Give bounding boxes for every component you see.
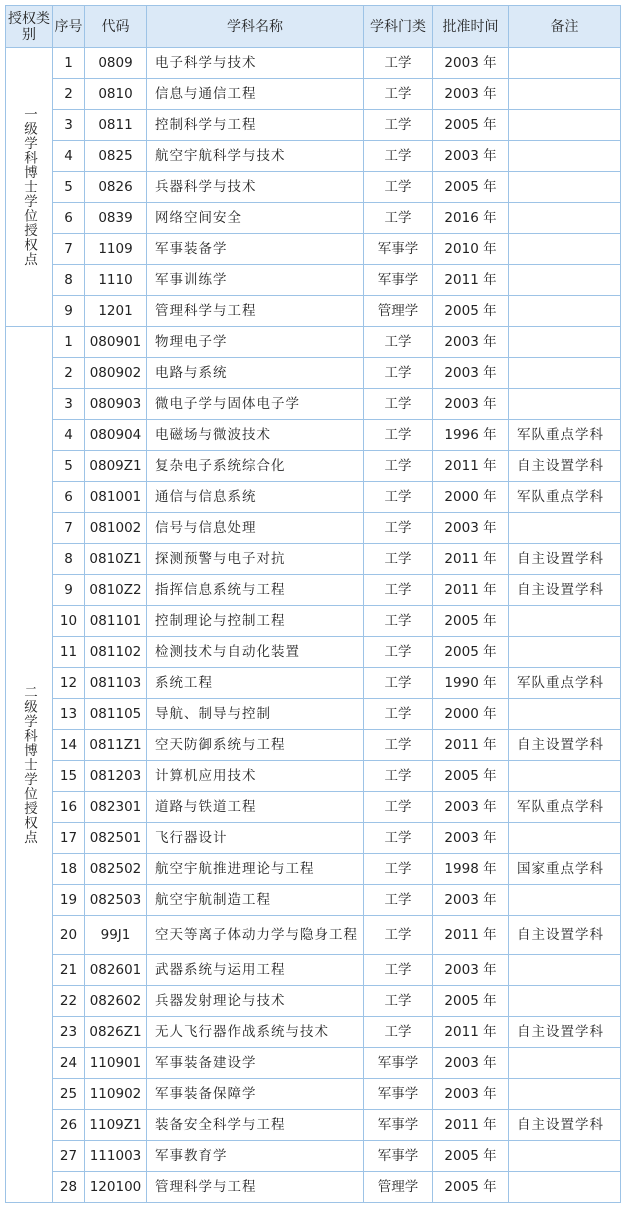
row-discipline: 军事学 — [364, 1079, 433, 1110]
row-discipline: 工学 — [364, 761, 433, 792]
row-code: 110902 — [85, 1079, 147, 1110]
row-remark: 军队重点学科 — [509, 420, 621, 451]
row-subject-name: 装备安全科学与工程 — [147, 1110, 364, 1141]
row-discipline: 工学 — [364, 730, 433, 761]
row-index: 10 — [53, 606, 85, 637]
table-row — [6, 48, 621, 79]
row-discipline: 工学 — [364, 792, 433, 823]
row-subject-name: 物理电子学 — [147, 327, 364, 358]
row-code: 110901 — [85, 1048, 147, 1079]
row-approval-year: 1998 年 — [433, 854, 509, 885]
row-discipline: 工学 — [364, 172, 433, 203]
table-row — [6, 637, 621, 668]
row-discipline: 工学 — [364, 110, 433, 141]
table-row — [6, 234, 621, 265]
row-index: 8 — [53, 544, 85, 575]
table-row — [6, 296, 621, 327]
row-index: 9 — [53, 296, 85, 327]
row-code: 111003 — [85, 1141, 147, 1172]
row-remark — [509, 296, 621, 327]
header-remark: 备注 — [509, 6, 621, 48]
category-label: 一级学科博士学位授权点 — [6, 48, 53, 327]
row-approval-year: 2003 年 — [433, 327, 509, 358]
row-discipline: 工学 — [364, 513, 433, 544]
row-subject-name: 空天防御系统与工程 — [147, 730, 364, 761]
table-row — [6, 1017, 621, 1048]
row-remark — [509, 327, 621, 358]
row-approval-year: 2010 年 — [433, 234, 509, 265]
table-row — [6, 110, 621, 141]
row-subject-name: 指挥信息系统与工程 — [147, 575, 364, 606]
row-discipline: 工学 — [364, 885, 433, 916]
row-index: 18 — [53, 854, 85, 885]
row-approval-year: 2011 年 — [433, 265, 509, 296]
row-approval-year: 2000 年 — [433, 699, 509, 730]
row-subject-name: 控制科学与工程 — [147, 110, 364, 141]
row-code: 082503 — [85, 885, 147, 916]
row-index: 22 — [53, 986, 85, 1017]
table-row — [6, 699, 621, 730]
row-discipline: 军事学 — [364, 265, 433, 296]
row-index: 9 — [53, 575, 85, 606]
row-code: 0811 — [85, 110, 147, 141]
row-remark — [509, 389, 621, 420]
row-subject-name: 军事装备学 — [147, 234, 364, 265]
row-remark: 军队重点学科 — [509, 482, 621, 513]
row-discipline: 工学 — [364, 955, 433, 986]
row-approval-year: 2011 年 — [433, 1110, 509, 1141]
row-code: 082602 — [85, 986, 147, 1017]
row-remark — [509, 172, 621, 203]
row-code: 0826Z1 — [85, 1017, 147, 1048]
row-approval-year: 2003 年 — [433, 48, 509, 79]
row-subject-name: 兵器科学与技术 — [147, 172, 364, 203]
row-discipline: 工学 — [364, 986, 433, 1017]
row-index: 3 — [53, 389, 85, 420]
row-remark — [509, 699, 621, 730]
row-subject-name: 电磁场与微波技术 — [147, 420, 364, 451]
row-discipline: 工学 — [364, 482, 433, 513]
header-approval-time: 批准时间 — [433, 6, 509, 48]
row-code: 081101 — [85, 606, 147, 637]
row-index: 1 — [53, 327, 85, 358]
header-code: 代码 — [85, 6, 147, 48]
row-index: 28 — [53, 1172, 85, 1203]
row-subject-name: 军事训练学 — [147, 265, 364, 296]
row-approval-year: 2005 年 — [433, 1141, 509, 1172]
row-remark: 自主设置学科 — [509, 1110, 621, 1141]
row-subject-name: 兵器发射理论与技术 — [147, 986, 364, 1017]
row-discipline: 工学 — [364, 854, 433, 885]
row-remark — [509, 761, 621, 792]
row-subject-name: 网络空间安全 — [147, 203, 364, 234]
row-approval-year: 2003 年 — [433, 1048, 509, 1079]
row-remark — [509, 1079, 621, 1110]
row-index: 7 — [53, 234, 85, 265]
row-approval-year: 2005 年 — [433, 606, 509, 637]
table-row — [6, 141, 621, 172]
row-approval-year: 2003 年 — [433, 513, 509, 544]
table-row — [6, 265, 621, 296]
table-row — [6, 172, 621, 203]
row-index: 7 — [53, 513, 85, 544]
row-code: 082501 — [85, 823, 147, 854]
row-discipline: 工学 — [364, 606, 433, 637]
row-index: 15 — [53, 761, 85, 792]
row-remark — [509, 986, 621, 1017]
row-remark: 自主设置学科 — [509, 730, 621, 761]
row-code: 080903 — [85, 389, 147, 420]
row-code: 0809 — [85, 48, 147, 79]
row-approval-year: 2011 年 — [433, 544, 509, 575]
row-approval-year: 2003 年 — [433, 823, 509, 854]
row-approval-year: 2005 年 — [433, 1172, 509, 1203]
row-index: 12 — [53, 668, 85, 699]
row-remark — [509, 234, 621, 265]
row-subject-name: 导航、制导与控制 — [147, 699, 364, 730]
row-discipline: 军事学 — [364, 1048, 433, 1079]
table-row — [6, 1141, 621, 1172]
row-subject-name: 航空宇航制造工程 — [147, 885, 364, 916]
row-approval-year: 2011 年 — [433, 916, 509, 955]
row-approval-year: 2005 年 — [433, 296, 509, 327]
row-code: 081105 — [85, 699, 147, 730]
row-code: 080904 — [85, 420, 147, 451]
row-index: 14 — [53, 730, 85, 761]
row-remark: 自主设置学科 — [509, 451, 621, 482]
table-row — [6, 986, 621, 1017]
row-discipline: 工学 — [364, 637, 433, 668]
row-remark: 自主设置学科 — [509, 575, 621, 606]
row-subject-name: 军事装备保障学 — [147, 1079, 364, 1110]
table-row — [6, 544, 621, 575]
row-discipline: 工学 — [364, 544, 433, 575]
row-index: 4 — [53, 420, 85, 451]
table-row — [6, 482, 621, 513]
row-subject-name: 计算机应用技术 — [147, 761, 364, 792]
row-index: 5 — [53, 451, 85, 482]
row-index: 23 — [53, 1017, 85, 1048]
row-discipline: 工学 — [364, 79, 433, 110]
row-subject-name: 系统工程 — [147, 668, 364, 699]
row-index: 21 — [53, 955, 85, 986]
row-code: 1109 — [85, 234, 147, 265]
row-discipline: 工学 — [364, 699, 433, 730]
row-remark — [509, 823, 621, 854]
row-index: 26 — [53, 1110, 85, 1141]
row-code: 1109Z1 — [85, 1110, 147, 1141]
row-subject-name: 通信与信息系统 — [147, 482, 364, 513]
doctoral-programs-table — [5, 5, 621, 1203]
row-approval-year: 2005 年 — [433, 761, 509, 792]
row-subject-name: 空天等离子体动力学与隐身工程 — [147, 916, 364, 955]
row-remark — [509, 606, 621, 637]
row-discipline: 工学 — [364, 575, 433, 606]
row-index: 11 — [53, 637, 85, 668]
row-code: 1110 — [85, 265, 147, 296]
row-approval-year: 2000 年 — [433, 482, 509, 513]
row-remark: 自主设置学科 — [509, 544, 621, 575]
row-code: 0839 — [85, 203, 147, 234]
table-row — [6, 761, 621, 792]
row-code: 0810 — [85, 79, 147, 110]
row-index: 16 — [53, 792, 85, 823]
row-subject-name: 电路与系统 — [147, 358, 364, 389]
table-row — [6, 1048, 621, 1079]
row-subject-name: 电子科学与技术 — [147, 48, 364, 79]
row-remark: 军队重点学科 — [509, 668, 621, 699]
row-subject-name: 探测预警与电子对抗 — [147, 544, 364, 575]
row-approval-year: 1990 年 — [433, 668, 509, 699]
table-body — [6, 48, 621, 1203]
row-code: 081102 — [85, 637, 147, 668]
table-row — [6, 1110, 621, 1141]
row-code: 080902 — [85, 358, 147, 389]
row-remark: 国家重点学科 — [509, 854, 621, 885]
row-discipline: 工学 — [364, 1017, 433, 1048]
row-code: 081001 — [85, 482, 147, 513]
header-row — [6, 6, 621, 48]
row-subject-name: 信息与通信工程 — [147, 79, 364, 110]
row-code: 080901 — [85, 327, 147, 358]
row-code: 0810Z2 — [85, 575, 147, 606]
row-code: 0810Z1 — [85, 544, 147, 575]
row-remark — [509, 358, 621, 389]
row-index: 19 — [53, 885, 85, 916]
row-subject-name: 控制理论与控制工程 — [147, 606, 364, 637]
table-row — [6, 916, 621, 955]
row-subject-name: 飞行器设计 — [147, 823, 364, 854]
row-subject-name: 信号与信息处理 — [147, 513, 364, 544]
table-row — [6, 513, 621, 544]
table-row — [6, 203, 621, 234]
row-remark — [509, 48, 621, 79]
table-row — [6, 420, 621, 451]
row-approval-year: 2003 年 — [433, 1079, 509, 1110]
table-row — [6, 1079, 621, 1110]
row-remark — [509, 1141, 621, 1172]
row-approval-year: 2003 年 — [433, 389, 509, 420]
row-code: 081103 — [85, 668, 147, 699]
table-row — [6, 451, 621, 482]
row-index: 6 — [53, 203, 85, 234]
row-discipline: 工学 — [364, 48, 433, 79]
table-row — [6, 79, 621, 110]
row-approval-year: 2003 年 — [433, 141, 509, 172]
row-discipline: 工学 — [364, 203, 433, 234]
row-index: 17 — [53, 823, 85, 854]
row-approval-year: 1996 年 — [433, 420, 509, 451]
table-row — [6, 1172, 621, 1203]
row-index: 20 — [53, 916, 85, 955]
row-subject-name: 复杂电子系统综合化 — [147, 451, 364, 482]
row-index: 4 — [53, 141, 85, 172]
row-index: 2 — [53, 79, 85, 110]
row-index: 24 — [53, 1048, 85, 1079]
row-remark — [509, 637, 621, 668]
header-name: 学科名称 — [147, 6, 364, 48]
row-discipline: 军事学 — [364, 1110, 433, 1141]
table-row — [6, 606, 621, 637]
row-remark — [509, 141, 621, 172]
row-code: 081203 — [85, 761, 147, 792]
row-discipline: 工学 — [364, 451, 433, 482]
row-approval-year: 2005 年 — [433, 637, 509, 668]
row-remark — [509, 513, 621, 544]
table-row — [6, 358, 621, 389]
row-index: 1 — [53, 48, 85, 79]
row-discipline: 工学 — [364, 916, 433, 955]
row-approval-year: 2016 年 — [433, 203, 509, 234]
row-index: 6 — [53, 482, 85, 513]
row-subject-name: 无人飞行器作战系统与技术 — [147, 1017, 364, 1048]
table-row — [6, 792, 621, 823]
row-approval-year: 2003 年 — [433, 885, 509, 916]
header-index: 序号 — [53, 6, 85, 48]
row-approval-year: 2003 年 — [433, 358, 509, 389]
header-category: 授权类别 — [6, 6, 53, 48]
row-code: 082301 — [85, 792, 147, 823]
row-discipline: 工学 — [364, 823, 433, 854]
table-row — [6, 668, 621, 699]
row-subject-name: 管理科学与工程 — [147, 296, 364, 327]
row-discipline: 工学 — [364, 327, 433, 358]
row-approval-year: 2005 年 — [433, 986, 509, 1017]
row-code: 082601 — [85, 955, 147, 986]
row-remark — [509, 1048, 621, 1079]
row-discipline: 工学 — [364, 389, 433, 420]
row-index: 27 — [53, 1141, 85, 1172]
row-code: 0811Z1 — [85, 730, 147, 761]
table-row — [6, 955, 621, 986]
row-approval-year: 2011 年 — [433, 451, 509, 482]
table-row — [6, 575, 621, 606]
row-subject-name: 军事教育学 — [147, 1141, 364, 1172]
table-row — [6, 854, 621, 885]
row-remark — [509, 203, 621, 234]
row-remark: 军队重点学科 — [509, 792, 621, 823]
row-discipline: 工学 — [364, 141, 433, 172]
row-discipline: 工学 — [364, 358, 433, 389]
row-approval-year: 2005 年 — [433, 110, 509, 141]
table-row — [6, 823, 621, 854]
table-row — [6, 730, 621, 761]
category-label: 二级学科博士学位授权点 — [6, 327, 53, 1203]
row-remark — [509, 79, 621, 110]
row-approval-year: 2011 年 — [433, 1017, 509, 1048]
row-approval-year: 2003 年 — [433, 955, 509, 986]
row-discipline: 军事学 — [364, 234, 433, 265]
row-remark — [509, 265, 621, 296]
row-code: 99J1 — [85, 916, 147, 955]
row-subject-name: 检测技术与自动化装置 — [147, 637, 364, 668]
row-subject-name: 微电子学与固体电子学 — [147, 389, 364, 420]
row-approval-year: 2011 年 — [433, 575, 509, 606]
row-discipline: 工学 — [364, 668, 433, 699]
row-code: 081002 — [85, 513, 147, 544]
row-code: 120100 — [85, 1172, 147, 1203]
row-index: 5 — [53, 172, 85, 203]
row-index: 8 — [53, 265, 85, 296]
row-code: 0809Z1 — [85, 451, 147, 482]
row-subject-name: 道路与铁道工程 — [147, 792, 364, 823]
row-remark: 自主设置学科 — [509, 1017, 621, 1048]
row-approval-year: 2005 年 — [433, 172, 509, 203]
row-code: 0826 — [85, 172, 147, 203]
row-remark — [509, 955, 621, 986]
row-subject-name: 军事装备建设学 — [147, 1048, 364, 1079]
row-remark: 自主设置学科 — [509, 916, 621, 955]
row-discipline: 管理学 — [364, 1172, 433, 1203]
row-index: 25 — [53, 1079, 85, 1110]
row-code: 1201 — [85, 296, 147, 327]
row-approval-year: 2003 年 — [433, 79, 509, 110]
row-index: 13 — [53, 699, 85, 730]
row-subject-name: 管理科学与工程 — [147, 1172, 364, 1203]
row-approval-year: 2011 年 — [433, 730, 509, 761]
row-remark — [509, 885, 621, 916]
table-row — [6, 885, 621, 916]
table-row — [6, 327, 621, 358]
row-remark — [509, 110, 621, 141]
row-index: 2 — [53, 358, 85, 389]
row-code: 082502 — [85, 854, 147, 885]
row-subject-name: 航空宇航推进理论与工程 — [147, 854, 364, 885]
row-discipline: 工学 — [364, 420, 433, 451]
row-approval-year: 2003 年 — [433, 792, 509, 823]
header-discipline: 学科门类 — [364, 6, 433, 48]
row-remark — [509, 1172, 621, 1203]
row-subject-name: 武器系统与运用工程 — [147, 955, 364, 986]
row-discipline: 管理学 — [364, 296, 433, 327]
row-discipline: 军事学 — [364, 1141, 433, 1172]
row-subject-name: 航空宇航科学与技术 — [147, 141, 364, 172]
row-index: 3 — [53, 110, 85, 141]
row-code: 0825 — [85, 141, 147, 172]
table-row — [6, 389, 621, 420]
